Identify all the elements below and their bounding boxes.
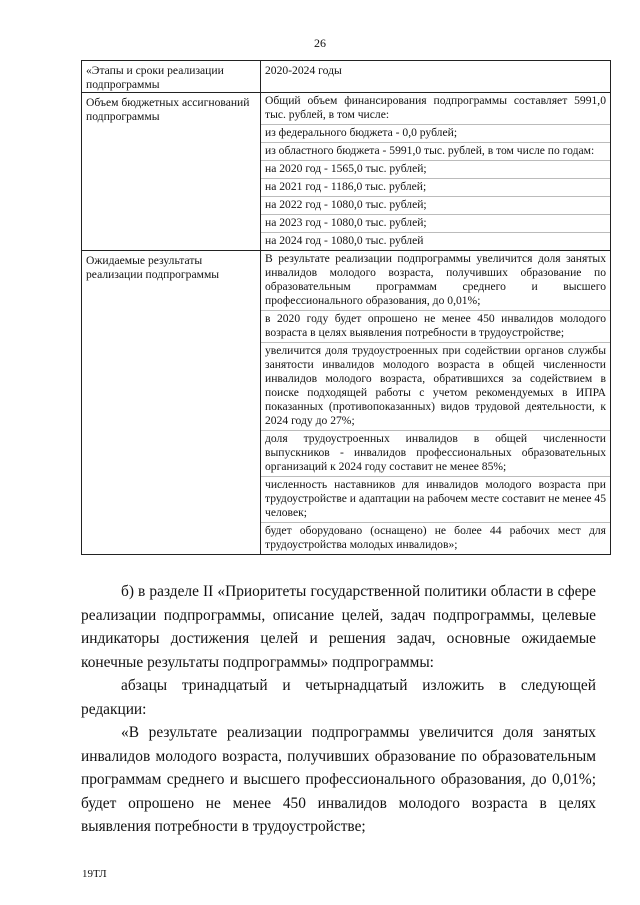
row-label: Объем бюджетных ассигнований подпрограммы	[82, 93, 261, 251]
body-paragraph: б) в разделе II «Приоритеты государственной политики области в сфере реализации подпрограммы, описание целей, задач подпрограммы, целевые индикаторы достижения целей и решения задач, основные ожидаемые конечные результаты подпрограммы» подпрограммы:	[81, 583, 596, 671]
table-row	[82, 251, 611, 555]
row-label: «Этапы и сроки реализации подпрограммы	[82, 61, 261, 93]
row-value	[261, 61, 611, 93]
table-row	[82, 93, 611, 251]
row-value	[261, 93, 611, 251]
page-number: 26	[314, 36, 326, 50]
body-paragraph: абзацы тринадцатый и четырнадцатый изложить в следующей редакции:	[81, 677, 596, 718]
value-line: на 2022 год - 1080,0 тыс. рублей;	[261, 197, 610, 215]
value-line: будет оборудовано (оснащено) не более 44 рабочих мест для трудоустройства молодых инвалидов»;	[265, 524, 606, 551]
row-value	[261, 251, 611, 555]
value-line: В результате реализации подпрограммы увеличится доля занятых инвалидов молодого возраста, получивших образование по образовательным программам среднего и высшего профессионального образования, до 0,01%;	[261, 251, 610, 311]
value-line: из федерального бюджета - 0,0 рублей;	[261, 125, 610, 143]
table-row	[82, 61, 611, 93]
value-line: на 2021 год - 1186,0 тыс. рублей;	[261, 179, 610, 197]
row-label: Ожидаемые результаты реализации подпрограммы	[82, 251, 261, 555]
document-code: 19ТЛ	[82, 868, 107, 880]
value-line: доля трудоустроенных инвалидов в общей численности выпускников - инвалидов профессиональных образовательных организаций к 2024 году составит не менее 85%;	[261, 431, 610, 477]
value-line: численность наставников для инвалидов молодого возраста при трудоустройстве и адаптации на рабочем месте составит не менее 45 человек;	[261, 477, 610, 523]
subprogram-passport-table	[81, 60, 611, 555]
value-line: 2020-2024 годы	[265, 64, 342, 77]
value-line: на 2024 год - 1080,0 тыс. рублей	[265, 234, 424, 247]
value-line: в 2020 году будет опрошено не менее 450 инвалидов молодого возраста в целях выявления потребности в трудоустройстве;	[261, 311, 610, 343]
body-paragraph: «В результате реализации подпрограммы увеличится доля занятых инвалидов молодого возраста, получивших образование по образовательным программам среднего и высшего профессионального образования, до 0,01%; будет опрошено не менее 450 инвалидов молодого возраста в целях выявления потребности в трудоустройстве;	[81, 724, 596, 835]
value-line: на 2023 год - 1080,0 тыс. рублей;	[261, 215, 610, 233]
value-line: из областного бюджета - 5991,0 тыс. рублей, в том числе по годам:	[261, 143, 610, 161]
value-line: Общий объем финансирования подпрограммы составляет 5991,0 тыс. рублей, в том числе:	[261, 93, 610, 125]
body-text	[81, 580, 596, 839]
value-line: увеличится доля трудоустроенных при содействии органов службы занятости инвалидов молодого возраста в общей численности инвалидов молодого возраста, обратившихся за содействием в поиске подходящей работы с учетом рекомендуемых в ИПРА показанных (противопоказанных) видов трудовой деятельности, к 2024 году до 27%;	[261, 343, 610, 431]
value-line: на 2020 год - 1565,0 тыс. рублей;	[261, 161, 610, 179]
